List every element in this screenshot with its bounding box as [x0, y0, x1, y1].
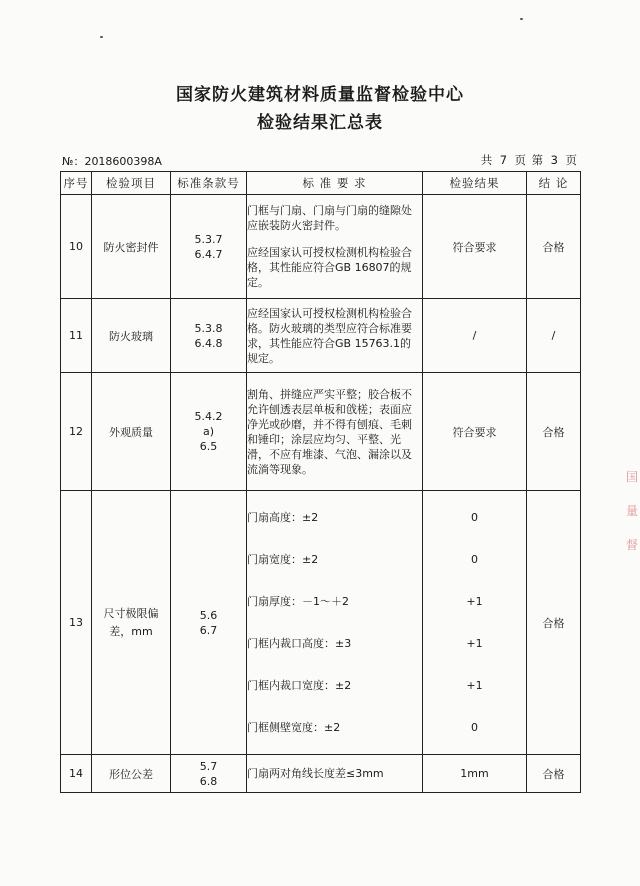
clause: 5.3.8: [194, 321, 223, 335]
clause: 6.4.7: [194, 247, 223, 261]
row-clauses: [171, 195, 247, 299]
row-result: 1mm: [423, 755, 527, 793]
report-title: 国家防火建筑材料质量监督检验中心: [176, 85, 464, 105]
row-number: 13: [61, 491, 92, 755]
col-header-no: 序号: [61, 172, 92, 195]
table-row: [61, 755, 581, 793]
row-item: 防火密封件: [92, 195, 171, 299]
dimension-requirement: 门框侧壁宽度：±2: [247, 721, 341, 734]
dimension-result: +1: [466, 595, 483, 608]
row-requirement: [247, 373, 423, 491]
results-table: [60, 171, 581, 793]
requirement-text: 门框与门扇、门扇与门扇的缝隙处应嵌装防火密封件。: [247, 204, 412, 232]
scan-speck: [520, 18, 523, 20]
clause: 5.4.2: [194, 410, 223, 423]
page-prefix: 共: [480, 153, 494, 167]
total-pages: 7: [499, 153, 509, 167]
row-conclusion: 合格: [527, 755, 581, 793]
page-indicator: [481, 152, 578, 168]
row-result: 符合要求: [423, 195, 527, 299]
dimension-result: +1: [466, 637, 483, 650]
col-header-clause: 标准条款号: [171, 172, 247, 195]
row-clauses: [171, 299, 247, 373]
row-result: [423, 491, 527, 755]
dimension-requirement: 门框内裁口宽度：±2: [247, 679, 352, 692]
clause: 6.5: [199, 440, 218, 453]
clause: 6.4.8: [194, 336, 223, 350]
row-clauses: [171, 373, 247, 491]
row-requirement: [247, 195, 423, 299]
col-header-requirement: 标 准 要 求: [247, 172, 423, 195]
clause: a): [202, 425, 215, 438]
col-header-conclusion: 结 论: [527, 172, 581, 195]
row-conclusion: 合格: [527, 491, 581, 755]
row-item: 防火玻璃: [92, 299, 171, 373]
header-row: [61, 172, 581, 195]
dimension-requirements: [247, 497, 422, 749]
dimension-requirement: 门框内裁口高度：±3: [247, 637, 352, 650]
row-item: 尺寸极限偏差，mm: [92, 491, 171, 755]
requirement-text: 应经国家认可授权检测机构检验合格。防火玻璃的类型应符合标准要求，其性能应符合GB 15763.1的规定。: [247, 306, 412, 365]
dimension-requirement: 门扇高度：±2: [247, 511, 319, 524]
document-number: №：2018600398A: [62, 155, 162, 168]
clause: 5.3.7: [194, 232, 223, 246]
dimension-requirement: 门扇宽度：±2: [247, 553, 319, 566]
row-requirement: [247, 755, 423, 793]
clause: 5.6: [199, 608, 218, 622]
dimension-requirement: 门扇厚度：－1～＋2: [247, 595, 349, 608]
table-row: [61, 195, 581, 299]
row-result: 符合要求: [423, 373, 527, 491]
row-item: 形位公差: [92, 755, 171, 793]
dimension-result: 0: [471, 511, 478, 524]
table-row: [61, 491, 581, 755]
dimension-result: +1: [466, 679, 483, 692]
page-suffix: 页: [565, 153, 578, 167]
clause: 6.7: [199, 623, 218, 637]
row-item: 外观质量: [92, 373, 171, 491]
row-clauses: [171, 491, 247, 755]
dimension-result: 0: [471, 721, 478, 734]
table-row: [61, 373, 581, 491]
row-clauses: [171, 755, 247, 793]
row-requirement: [247, 299, 423, 373]
dimension-result: 0: [471, 553, 478, 566]
col-header-result: 检验结果: [423, 172, 527, 195]
row-number: 11: [61, 299, 92, 373]
row-conclusion: /: [527, 299, 581, 373]
row-conclusion: 合格: [527, 195, 581, 299]
col-header-item: 检验项目: [92, 172, 171, 195]
dimension-results: [423, 497, 526, 749]
row-number: 12: [61, 373, 92, 491]
table-row: [61, 299, 581, 373]
row-number: 14: [61, 755, 92, 793]
requirement-text: 应经国家认可授权检测机构检验合格，其性能应符合GB 16807的规定。: [247, 246, 412, 289]
scan-speck: [100, 36, 103, 38]
current-page: 3: [550, 153, 559, 167]
red-seal-fragment: 国 量 督: [626, 470, 639, 552]
page-mid: 页 第: [514, 153, 545, 167]
row-conclusion: 合格: [527, 373, 581, 491]
row-requirement: [247, 491, 423, 755]
row-result: /: [423, 299, 527, 373]
clause: 6.8: [199, 774, 218, 788]
report-subtitle: 检验结果汇总表: [257, 113, 383, 133]
requirement-text: 割角、拼缝应严实平整；胶合板不允许刨透表层单板和戗槎；表面应净光或砂磨，并不得有刨痕、毛刺和锤印；涂层应均匀、平整、光滑，不应有堆漆、气泡、漏涂以及流淌等现象。: [247, 387, 412, 476]
clause: 5.7: [199, 759, 218, 773]
requirement-text: 门扇两对角线长度差≤3mm: [247, 767, 384, 780]
row-number: 10: [61, 195, 92, 299]
